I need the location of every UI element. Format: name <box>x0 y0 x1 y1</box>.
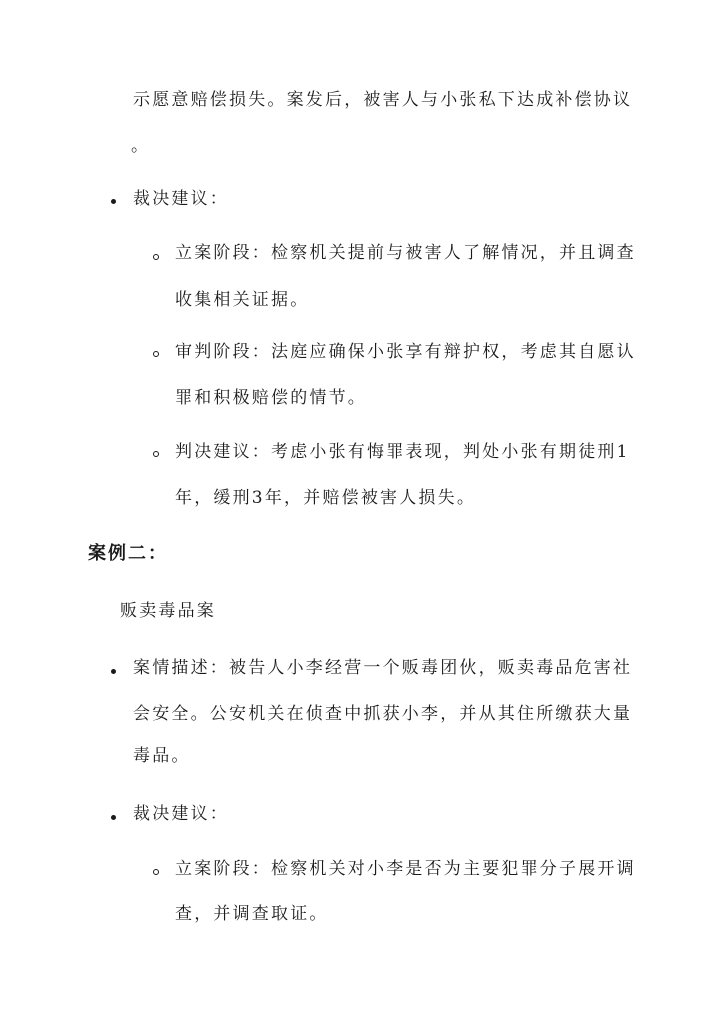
bullet-icon <box>111 815 116 820</box>
description-line: 案情描述：被告人小李经营一个贩毒团伙，贩卖毒品危害社 <box>133 658 633 678</box>
circle-bullet-icon <box>153 351 159 357</box>
description-line: 会安全。公安机关在侦查中抓获小李，并从其住所缴获大量 <box>133 704 633 724</box>
case-title: 贩卖毒品案 <box>120 601 216 621</box>
list-item: 审判阶段：法庭应确保小张享有辩护权，考虑其自愿认 <box>175 342 636 362</box>
circle-bullet-icon <box>153 869 159 875</box>
verdict-label: 裁决建议： <box>133 189 229 209</box>
bullet-icon <box>111 199 116 204</box>
list-item: 判决建议：考虑小张有悔罪表现，判处小张有期徒刑1 <box>175 442 630 462</box>
case1-text-line: 示愿意赔偿损失。案发后，被害人与小张私下达成补偿协议 <box>133 90 633 110</box>
list-item-continuation: 收集相关证据。 <box>175 290 310 310</box>
description-line: 毒品。 <box>133 746 191 766</box>
circle-bullet-icon <box>153 451 159 457</box>
verdict-label: 裁决建议： <box>133 804 229 824</box>
list-item-continuation: 罪和积极赔偿的情节。 <box>175 388 367 408</box>
list-item-continuation: 查，并调查取证。 <box>175 904 329 924</box>
case1-text-line: 。 <box>131 136 151 156</box>
list-item: 立案阶段：检察机关提前与被害人了解情况，并且调查 <box>175 243 636 263</box>
section-heading: 案例二： <box>88 543 168 564</box>
list-item-continuation: 年，缓刑3年，并赔偿被害人损失。 <box>175 488 477 508</box>
bullet-icon <box>111 669 116 674</box>
list-item: 立案阶段：检察机关对小李是否为主要犯罪分子展开调 <box>175 859 636 879</box>
circle-bullet-icon <box>153 254 159 260</box>
